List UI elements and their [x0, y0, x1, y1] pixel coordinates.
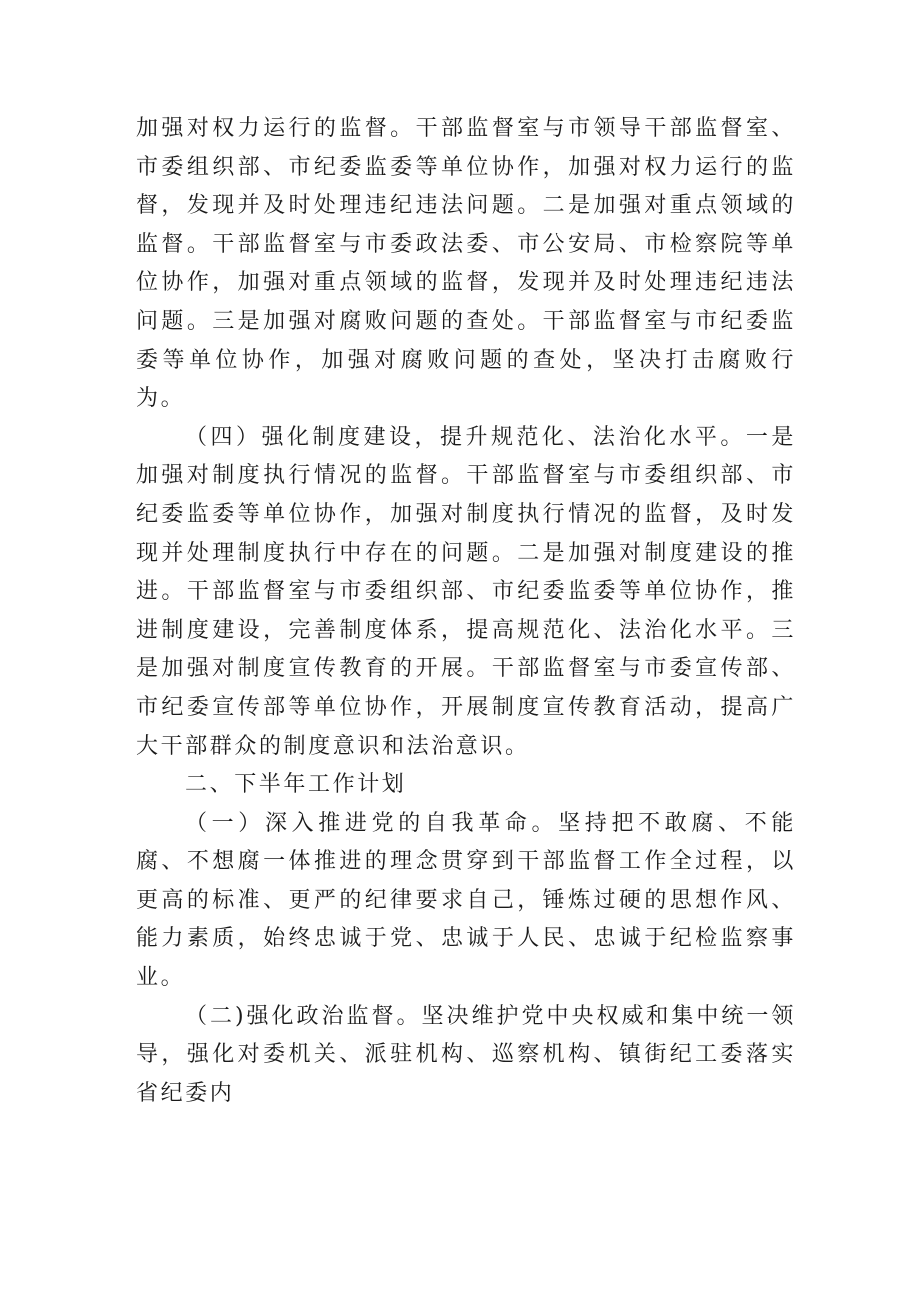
paragraph-self-revolution: （一）深入推进党的自我革命。坚持把不敢腐、不能腐、不想腐一体推进的理念贯穿到干部监督工作全过程，以更高的标准、更严的纪律要求自己，锤炼过硬的思想作风、能力素质，始终忠诚于党、忠诚于人民、忠诚于纪检监察事业。	[136, 810, 796, 991]
paragraph-supervision-power: 加强对权力运行的监督。干部监督室与市领导干部监督室、市委组织部、市纪委监委等单位协作，加强对权力运行的监督，发现并及时处理违纪违法问题。二是加强对重点领域的监督。干部监督室与市委政法委、市公安局、市检察院等单位协作，加强对重点领域的监督，发现并及时处理违纪违法问题。三是加强对腐败问题的查处。干部监督室与市纪委监委等单位协作，加强对腐败问题的查处，坚决打击腐败行为。	[136, 116, 796, 412]
document-body	[136, 110, 796, 1113]
section-heading-second-half-plan: 二、下半年工作计划	[185, 772, 407, 798]
paragraph-political-supervision: （二)强化政治监督。坚决维护党中央权威和集中统一领导，强化对委机关、派驻机构、巡察机构、镇街纪工委落实省纪委内	[136, 1003, 796, 1106]
paragraph-system-building: （四）强化制度建设，提升规范化、法治化水平。一是加强对制度执行情况的监督。干部监督室与市委组织部、市纪委监委等单位协作，加强对制度执行情况的监督，及时发现并处理制度执行中存在的问题。二是加强对制度建设的推进。干部监督室与市委组织部、市纪委监委等单位协作，推进制度建设，完善制度体系，提高规范化、法治化水平。三是加强对制度宣传教育的开展。干部监督室与市委宣传部、市纪委宣传部等单位协作，开展制度宣传教育活动，提高广大干部群众的制度意识和法治意识。	[136, 424, 796, 759]
